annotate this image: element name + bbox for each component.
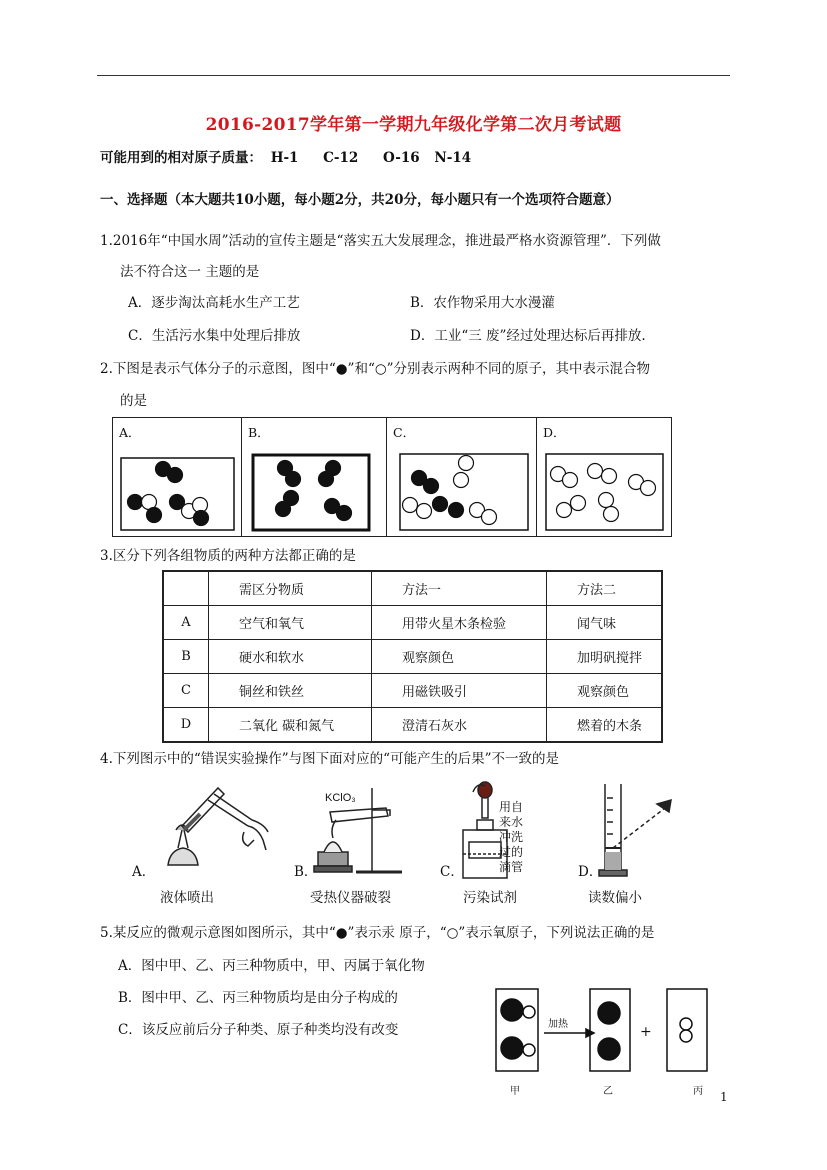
header-rule	[97, 75, 730, 76]
q4-caption-d: 读数偏小	[588, 890, 642, 906]
q5-name-bing: 丙	[693, 1086, 703, 1097]
q2-figure-strip	[112, 417, 672, 537]
table-header-row	[163, 571, 662, 606]
q4-caption-c: 污染试剂	[463, 890, 517, 906]
q5-stem: 5.某反应的微观示意图如图所示，其中“●”表示汞 原子，“○”表示氧原子，下列说法正确的是	[100, 925, 655, 941]
q1-stem-line1: 1.2016年“中国水周”活动的宣传主题是“落实五大发展理念，推进最严格水资源管理”．下列做	[100, 233, 661, 249]
table-header-cell: 需区分物质	[209, 571, 372, 606]
table-cell: B	[163, 640, 209, 674]
q2-stem-line2: 的是	[120, 393, 147, 409]
table-cell: C	[163, 674, 209, 708]
q3-table	[162, 570, 663, 743]
q4-letter-d: D．	[578, 864, 603, 880]
table-cell: 观察颜色	[372, 640, 547, 674]
q4-figure-a-test-tube-heating	[148, 780, 273, 880]
table-cell: 空气和氧气	[209, 606, 372, 640]
q4-letter-c: C．	[440, 864, 464, 880]
q4-stem: 4.下列图示中的“错误实验操作”与图下面对应的“可能产生的后果”不一致的是	[100, 751, 559, 767]
q4-kclo3-label: KClO₃	[325, 792, 356, 804]
table-cell: 澄清石灰水	[372, 708, 547, 743]
table-row	[163, 708, 662, 743]
table-cell: 燃着的木条	[547, 708, 663, 743]
page-number: 1	[720, 1090, 728, 1104]
table-cell: 闻气味	[547, 606, 663, 640]
table-cell: D	[163, 708, 209, 743]
q3-stem: 3.区分下列各组物质的两种方法都正确的是	[100, 548, 356, 564]
section-heading: 一、选择题（本大题共10小题，每小题2分，共20分，每小题只有一个选项符合题意）	[100, 192, 620, 208]
table-cell: 硬水和软水	[209, 640, 372, 674]
atomic-mass-h: H-1	[270, 150, 299, 166]
q4-dropper-note-line: 用自	[499, 800, 524, 814]
q2-stem-line1: 2.下图是表示气体分子的示意图，图中“●”和“○”分别表示两种不同的原子，其中表示混合物	[100, 361, 651, 377]
atomic-mass-n: N-14	[434, 150, 472, 166]
q1-option-c: C．生活污水集中处理后排放	[128, 328, 301, 344]
q5-name-jia: 甲	[510, 1086, 520, 1097]
table-cell: 用带火星木条检验	[372, 606, 547, 640]
table-cell: 二氧化 碳和氮气	[209, 708, 372, 743]
q4-caption-b: 受热仪器破裂	[310, 890, 391, 906]
table-header-cell	[163, 571, 209, 606]
table-header-cell: 方法二	[547, 571, 663, 606]
q1-stem-line2: 法不符合这一 主题的是	[120, 264, 260, 280]
atomic-mass-c: C-12	[323, 150, 359, 166]
q1-option-a: A．逐步淘汰高耗水生产工艺	[128, 295, 300, 311]
q5-plus-sign: +	[640, 1024, 652, 1040]
q1-option-d: D．工业“三 废”经过处理达标后再排放.	[410, 328, 646, 344]
table-cell: 加明矾搅拌	[547, 640, 663, 674]
q4-dropper-note-line: 冲洗	[499, 830, 524, 844]
table-header-cell: 方法一	[372, 571, 547, 606]
q2-label-b: B．	[248, 425, 270, 440]
q4-dropper-note-line: 滴管	[499, 860, 524, 874]
table-cell: A	[163, 606, 209, 640]
q4-caption-a: 液体喷出	[160, 890, 214, 906]
q5-option-b: B．图中甲、乙、丙三种物质均是由分子构成的	[118, 990, 398, 1006]
table-cell: 铜丝和铁丝	[209, 674, 372, 708]
q4-figure-d-graduated-cylinder	[595, 778, 685, 880]
atomic-mass-o: O-16	[383, 150, 420, 166]
table-cell: 观察颜色	[547, 674, 663, 708]
q4-letter-b: B．	[294, 864, 318, 880]
q5-reaction-diagram	[490, 985, 720, 1080]
table-cell: 用磁铁吸引	[372, 674, 547, 708]
q2-label-c: C．	[393, 425, 416, 440]
q2-molecule-diagrams	[113, 418, 671, 536]
q2-label-a: A．	[119, 425, 141, 440]
q5-arrow-label: 加热	[548, 1019, 568, 1030]
q5-option-a: A．图中甲、乙、丙三种物质中，甲、丙属于氧化物	[118, 958, 425, 974]
q5-name-yi: 乙	[603, 1086, 613, 1097]
table-row	[163, 674, 662, 708]
table-row	[163, 640, 662, 674]
q4-figure-b-retort-stand	[310, 780, 410, 880]
atomic-mass-label: 可能用到的相对原子质量：	[100, 150, 262, 166]
q1-option-b: B．农作物采用大水漫灌	[410, 295, 555, 311]
q4-dropper-note-line: 来水	[499, 815, 524, 829]
q4-dropper-note	[499, 800, 523, 875]
q4-letter-a: A．	[132, 864, 156, 880]
page-title: 2016-2017学年第一学期九年级化学第二次月考试题	[205, 115, 622, 135]
table-row	[163, 606, 662, 640]
q4-dropper-note-line: 过的	[499, 845, 524, 859]
q5-option-c: C．该反应前后分子种类、原子种类均没有改变	[118, 1022, 399, 1038]
atomic-mass-line	[100, 148, 471, 168]
q2-label-d: D．	[543, 425, 566, 440]
